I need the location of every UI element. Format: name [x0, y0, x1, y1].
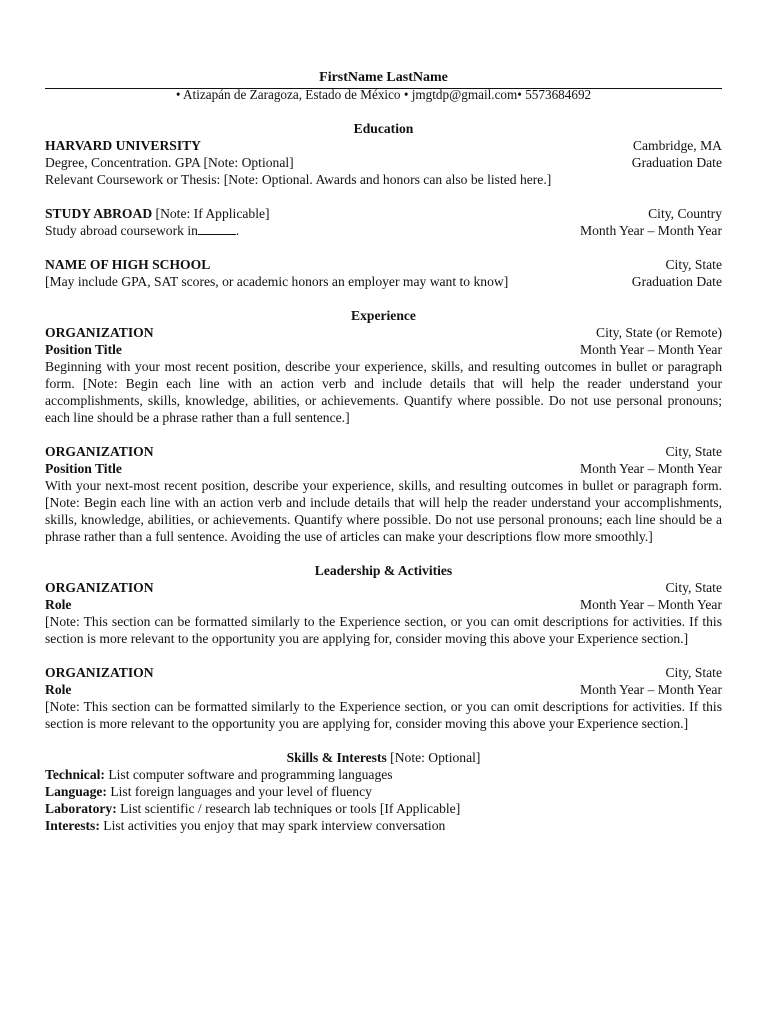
- role-title: Role: [45, 597, 72, 612]
- experience-description: With your next-most recent position, describe your experience, skills, and resulting outcomes in bullet or paragraph form. [Note: Begin each line with an action verb and include details that will help the reader understand your accomplishments, skills, knowledge, abilities, or achievements. Quantify where possible. Do not use personal pronouns; each line should be a phrase rather than a full sentence. Avoiding the use of articles can make your descriptions flow more smoothly.]: [45, 478, 722, 544]
- organization-name: ORGANIZATION: [45, 580, 154, 595]
- skill-text: List foreign languages and your level of fluency: [106, 784, 372, 799]
- leadership-entry: [45, 579, 722, 647]
- leadership-description: [Note: This section can be formatted similarly to the Experience section, or you can omit descriptions for activities. If this section is more relevant to the opportunity you are applying for, consider moving this above your Experience section.]: [45, 699, 722, 731]
- date-range: Month Year – Month Year: [580, 682, 722, 697]
- skills-heading-note: [Note: Optional]: [386, 750, 481, 765]
- education-high-school: [45, 256, 722, 290]
- skill-label: Laboratory:: [45, 801, 117, 816]
- skill-text: List activities you enjoy that may spark interview conversation: [99, 818, 446, 833]
- experience-entry: [45, 443, 722, 545]
- skills-heading: [45, 749, 722, 766]
- education-harvard: [45, 137, 722, 188]
- organization-location: City, State: [665, 580, 722, 595]
- coursework-prefix: Study abroad coursework in: [45, 223, 198, 238]
- leadership-description: [Note: This section can be formatted similarly to the Experience section, or you can omit descriptions for activities. If this section is more relevant to the opportunity you are applying for, consider moving this above your Experience section.]: [45, 614, 722, 646]
- school-location: City, State: [665, 257, 722, 272]
- organization-location: City, State: [665, 444, 722, 459]
- position-title: Position Title: [45, 342, 122, 357]
- graduation-date: Graduation Date: [631, 274, 722, 289]
- coursework-line: Relevant Coursework or Thesis: [Note: Optional. Awards and honors can also be listed here.]: [45, 172, 552, 187]
- school-details: [May include GPA, SAT scores, or academic honors an employer may want to know]: [45, 274, 509, 289]
- organization-location: City, State (or Remote): [596, 325, 722, 340]
- experience-description: Beginning with your most recent position, describe your experience, skills, and resulting outcomes in bullet or paragraph form. [Note: Begin each line with an action verb and include details that will help the reader understand your accomplishments, skills, knowledge, abilities, or achievements. Quantify where possible. Do not use personal pronouns; each line should be a phrase rather than a full sentence.]: [45, 359, 722, 425]
- experience-entry: [45, 324, 722, 426]
- skills-heading-title: Skills & Interests: [286, 750, 387, 765]
- organization-name: ORGANIZATION: [45, 325, 154, 340]
- organization-name: ORGANIZATION: [45, 665, 154, 680]
- skill-label: Interests:: [45, 818, 100, 833]
- skill-item-language: [45, 783, 722, 800]
- education-heading: Education: [353, 121, 414, 136]
- leadership-entry: [45, 664, 722, 732]
- skill-item-technical: [45, 766, 722, 783]
- fill-in-blank: [198, 223, 236, 235]
- date-range: Month Year – Month Year: [580, 342, 722, 357]
- experience-heading: Experience: [351, 308, 416, 323]
- skill-item-laboratory: [45, 800, 722, 817]
- date-range: Month Year – Month Year: [580, 597, 722, 612]
- school-location: City, Country: [648, 206, 722, 221]
- graduation-date: Graduation Date: [631, 155, 722, 170]
- school-location: Cambridge, MA: [632, 138, 722, 153]
- coursework-suffix: .: [235, 223, 240, 238]
- skill-item-interests: [45, 817, 722, 834]
- organization-name: ORGANIZATION: [45, 444, 154, 459]
- date-range: Month Year – Month Year: [580, 461, 722, 476]
- skill-label: Technical:: [45, 767, 105, 782]
- resume-name: FirstName LastName: [319, 70, 448, 85]
- skill-text: List scientific / research lab techniques or tools [If Applicable]: [116, 801, 461, 816]
- school-name: STUDY ABROAD: [45, 206, 153, 221]
- contact-line: • Atizapán de Zaragoza, Estado de México • jmgtdp@gmail.com• 5573684692: [175, 87, 592, 102]
- skill-label: Language:: [45, 784, 107, 799]
- school-name: NAME OF HIGH SCHOOL: [45, 257, 211, 272]
- leadership-heading: Leadership & Activities: [314, 563, 453, 578]
- school-name: HARVARD UNIVERSITY: [45, 138, 202, 153]
- resume-page: [45, 69, 722, 834]
- date-range: Month Year – Month Year: [580, 223, 722, 238]
- school-note: [Note: If Applicable]: [152, 206, 270, 221]
- role-title: Role: [45, 682, 72, 697]
- position-title: Position Title: [45, 461, 122, 476]
- education-study-abroad: [45, 205, 722, 239]
- skill-text: List computer software and programming languages: [104, 767, 393, 782]
- degree-line: Degree, Concentration. GPA [Note: Optional]: [45, 155, 294, 170]
- organization-location: City, State: [665, 665, 722, 680]
